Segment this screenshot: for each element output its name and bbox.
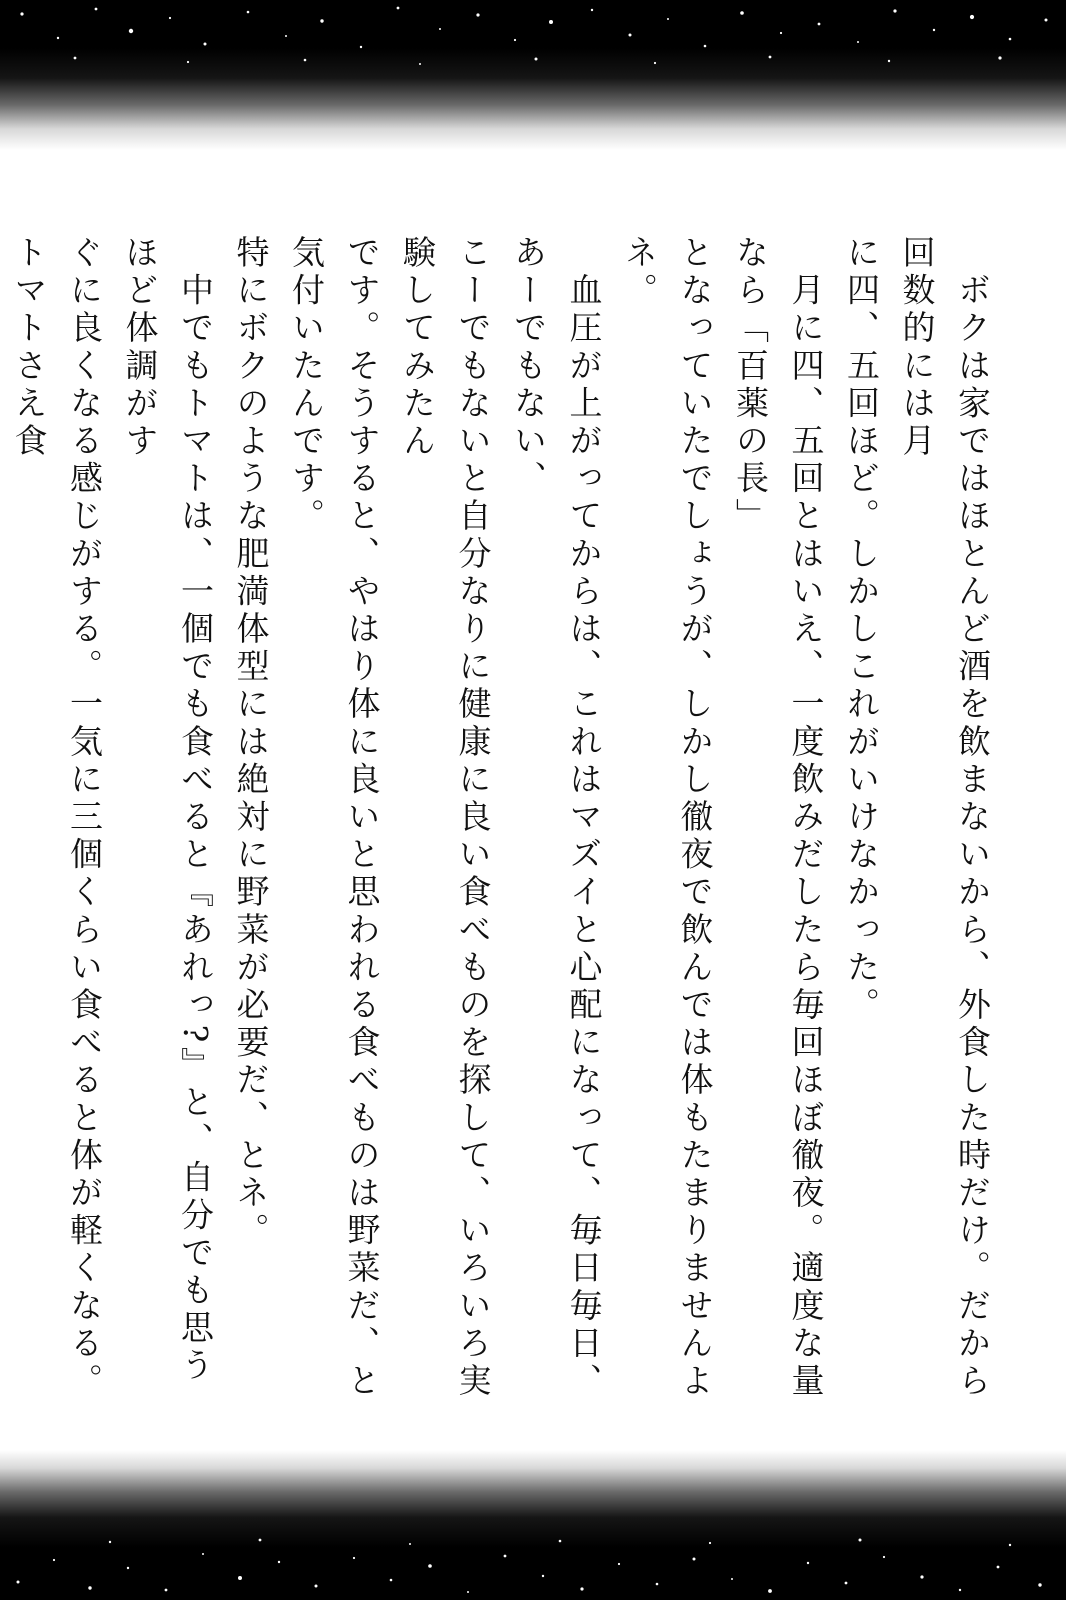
text-line-4: となっていたでしょうが、しかし徹夜で飲んでは体もたまりませんよネ。 xyxy=(620,235,715,1401)
starry-top-border xyxy=(0,0,1066,150)
text-line-2: に四、五回ほど。しかしこれがいけなかった。 xyxy=(842,235,881,1025)
novel-text-vertical xyxy=(9,235,1000,1415)
starry-bottom-border xyxy=(0,1450,1066,1600)
stars-top xyxy=(0,0,1066,150)
text-line-6: こーでもないと自分なりに健康に良い食べものを探して、いろいろ実験してみたん xyxy=(398,235,493,1401)
text-line-8: 特にボクのような肥満体型には絶対に野菜が必要だ、とネ。 xyxy=(231,235,271,1251)
stars-bottom xyxy=(0,1450,1066,1600)
text-line-3: 月に四、五回とはいえ、一度飲みだしたら毎回ほぼ徹夜。適度な量なら「百薬の長」 xyxy=(731,235,826,1401)
text-line-5: 血圧が上がってからは、これはマズイと心配になって、毎日毎日、あーでもない、 xyxy=(509,235,604,1401)
text-line-10: ぐに良くなる感じがする。一気に三個くらい食べると体が軽くなる。トマトさえ食 xyxy=(9,235,104,1401)
text-line-11 xyxy=(0,235,1,1415)
text-line-1: ボクは家ではほとんど酒を飲まないから、外食した時だけ。だから回数的には月 xyxy=(897,235,992,1401)
text-line-9: 中でもトマトは、一個でも食べると『あれっ?』と、自分でも思うほど体調がす xyxy=(120,235,215,1386)
text-line-7: です。そうすると、やはり体に良いと思われる食べものは野菜だ、と気付いたんです。 xyxy=(287,235,382,1401)
